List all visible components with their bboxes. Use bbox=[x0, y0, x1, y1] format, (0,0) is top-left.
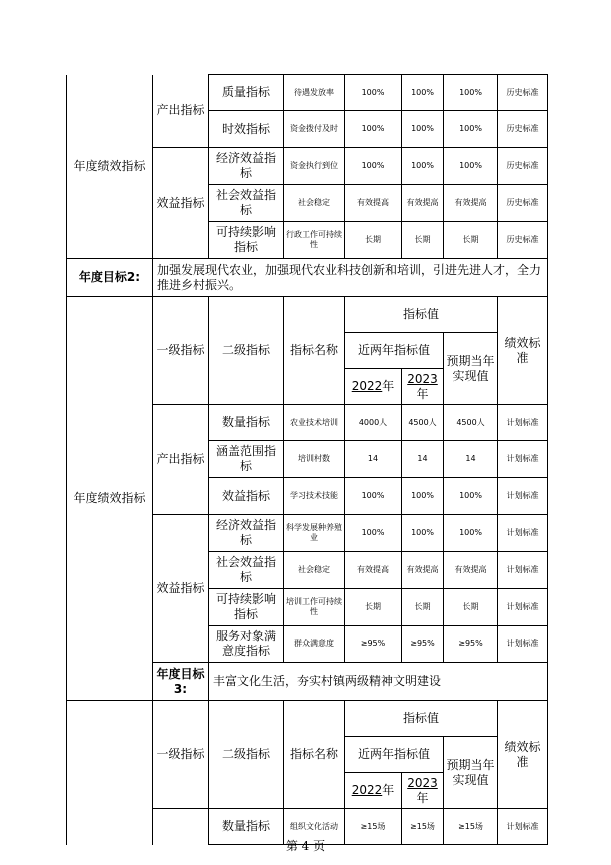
header-2023 bbox=[402, 369, 444, 405]
header-row bbox=[67, 701, 548, 737]
header-standard: 绩效标准 bbox=[498, 297, 548, 405]
value-2023-cell: ≥15场 bbox=[402, 809, 444, 845]
value-2022-cell: 100% bbox=[345, 75, 402, 111]
expected-value-cell: 长期 bbox=[444, 589, 498, 626]
header-name: 指标名称 bbox=[284, 297, 345, 405]
value-2022-cell: 100% bbox=[345, 478, 402, 515]
indicator-name-cell: 待遇发放率 bbox=[284, 75, 345, 111]
value-2022-cell: 有效提高 bbox=[345, 185, 402, 222]
level1-indicator-cell: 年度绩效指标 bbox=[67, 75, 153, 259]
value-2022-cell: 14 bbox=[345, 441, 402, 478]
indicator-name-cell: 社会稳定 bbox=[284, 185, 345, 222]
expected-value-cell: ≥15场 bbox=[444, 809, 498, 845]
level2-cell: 数量指标 bbox=[209, 809, 284, 845]
standard-cell: 历史标准 bbox=[498, 222, 548, 259]
standard-cell: 历史标准 bbox=[498, 148, 548, 185]
indicator-name-cell: 培训工作可持续性 bbox=[284, 589, 345, 626]
standard-cell: 计划标准 bbox=[498, 441, 548, 478]
value-2023-cell: 长期 bbox=[402, 589, 444, 626]
header-standard: 绩效标准 bbox=[498, 701, 548, 809]
level2-cell: 效益指标 bbox=[209, 478, 284, 515]
value-2023-cell: 长期 bbox=[402, 222, 444, 259]
value-2022-cell: ≥95% bbox=[345, 626, 402, 663]
header-value: 指标值 bbox=[345, 297, 498, 333]
indicator-name-cell: 科学发展种养殖业 bbox=[284, 515, 345, 552]
expected-value-cell: 100% bbox=[444, 111, 498, 148]
header-2022 bbox=[345, 773, 402, 809]
level2-cell: 可持续影响指标 bbox=[209, 222, 284, 259]
goal-label: 年度目标2: bbox=[67, 259, 153, 297]
standard-cell: 计划标准 bbox=[498, 626, 548, 663]
table-row bbox=[67, 75, 548, 111]
value-2023-cell: 有效提高 bbox=[402, 185, 444, 222]
indicator-name-cell: 资金执行到位 bbox=[284, 148, 345, 185]
value-2023-cell: ≥95% bbox=[402, 626, 444, 663]
level2-cell: 数量指标 bbox=[209, 405, 284, 441]
expected-value-cell: 100% bbox=[444, 515, 498, 552]
value-2022-cell: 长期 bbox=[345, 589, 402, 626]
value-2022-cell: 4000人 bbox=[345, 405, 402, 441]
year-2022: 2022 bbox=[351, 783, 383, 797]
indicator-name-cell: 组织文化活动 bbox=[284, 809, 345, 845]
standard-cell: 计划标准 bbox=[498, 552, 548, 589]
header-level2: 二级指标 bbox=[209, 701, 284, 809]
standard-cell: 历史标准 bbox=[498, 111, 548, 148]
value-2022-cell: 长期 bbox=[345, 222, 402, 259]
standard-cell: 计划标准 bbox=[498, 405, 548, 441]
year-suffix: 年 bbox=[382, 379, 395, 393]
header-row bbox=[67, 297, 548, 333]
indicator-name-cell: 培训村数 bbox=[284, 441, 345, 478]
year-2022: 2022 bbox=[351, 379, 383, 393]
page-number: 第 4 页 bbox=[285, 839, 326, 853]
expected-value-cell: 有效提高 bbox=[444, 185, 498, 222]
level2-cell: 涵盖范围指标 bbox=[209, 441, 284, 478]
indicator-name-cell: 行政工作可持续性 bbox=[284, 222, 345, 259]
header-level2: 二级指标 bbox=[209, 297, 284, 405]
value-2023-cell: 100% bbox=[402, 75, 444, 111]
value-2022-cell: 100% bbox=[345, 515, 402, 552]
header-expected: 预期当年实现值 bbox=[444, 333, 498, 405]
value-2023-cell: 100% bbox=[402, 478, 444, 515]
expected-value-cell: ≥95% bbox=[444, 626, 498, 663]
indicator-name-cell: 资金拨付及时 bbox=[284, 111, 345, 148]
expected-value-cell: 4500人 bbox=[444, 405, 498, 441]
standard-cell: 计划标准 bbox=[498, 589, 548, 626]
standard-cell: 历史标准 bbox=[498, 75, 548, 111]
level1-indicator-cell: 年度绩效指标 bbox=[67, 297, 153, 701]
expected-value-cell: 100% bbox=[444, 478, 498, 515]
expected-value-cell: 100% bbox=[444, 75, 498, 111]
standard-cell: 计划标准 bbox=[498, 809, 548, 845]
goal-text: 加强发展现代农业，加强现代农业科技创新和培训，引进先进人才，全力推进乡村振兴。 bbox=[153, 259, 548, 297]
year-2023: 2023 bbox=[407, 371, 438, 386]
indicator-name-cell: 社会稳定 bbox=[284, 552, 345, 589]
value-2023-cell: 100% bbox=[402, 111, 444, 148]
level2-cell: 经济效益指标 bbox=[209, 148, 284, 185]
level2-cell: 服务对象满意度指标 bbox=[209, 626, 284, 663]
header-recent: 近两年指标值 bbox=[345, 737, 444, 773]
year-suffix: 年 bbox=[382, 783, 395, 797]
header-2022 bbox=[345, 369, 402, 405]
level2-cell: 质量指标 bbox=[209, 75, 284, 111]
value-2022-cell: 有效提高 bbox=[345, 552, 402, 589]
value-2022-cell: ≥15场 bbox=[345, 809, 402, 845]
value-2023-cell: 4500人 bbox=[402, 405, 444, 441]
value-2023-cell: 100% bbox=[402, 515, 444, 552]
indicator-name-cell: 群众满意度 bbox=[284, 626, 345, 663]
performance-table bbox=[66, 74, 548, 845]
level2-cell: 社会效益指标 bbox=[209, 185, 284, 222]
year-suffix: 年 bbox=[416, 386, 429, 401]
value-2022-cell: 100% bbox=[345, 148, 402, 185]
year-suffix: 年 bbox=[416, 790, 429, 805]
standard-cell: 历史标准 bbox=[498, 185, 548, 222]
value-2022-cell: 100% bbox=[345, 111, 402, 148]
indicator-name-cell: 学习技术技能 bbox=[284, 478, 345, 515]
goal-row bbox=[67, 259, 548, 297]
year-2023: 2023 bbox=[407, 775, 438, 790]
value-2023-cell: 100% bbox=[402, 148, 444, 185]
header-expected: 预期当年实现值 bbox=[444, 737, 498, 809]
header-name: 指标名称 bbox=[284, 701, 345, 809]
header-value: 指标值 bbox=[345, 701, 498, 737]
level1-category-cell: 效益指标 bbox=[153, 515, 209, 663]
level2-cell: 社会效益指标 bbox=[209, 552, 284, 589]
standard-cell: 计划标准 bbox=[498, 515, 548, 552]
standard-cell: 计划标准 bbox=[498, 478, 548, 515]
level2-cell: 可持续影响指标 bbox=[209, 589, 284, 626]
value-2023-cell: 有效提高 bbox=[402, 552, 444, 589]
expected-value-cell: 长期 bbox=[444, 222, 498, 259]
goal-label: 年度目标3: bbox=[153, 663, 209, 701]
header-recent: 近两年指标值 bbox=[345, 333, 444, 369]
level2-cell: 时效指标 bbox=[209, 111, 284, 148]
indicator-name-cell: 农业技术培训 bbox=[284, 405, 345, 441]
expected-value-cell: 100% bbox=[444, 148, 498, 185]
level1-category-cell: 产出指标 bbox=[153, 405, 209, 515]
level1-category-cell: 效益指标 bbox=[153, 148, 209, 259]
level2-cell: 经济效益指标 bbox=[209, 515, 284, 552]
value-2023-cell: 14 bbox=[402, 441, 444, 478]
expected-value-cell: 14 bbox=[444, 441, 498, 478]
level1-category-cell: 产出指标 bbox=[153, 75, 209, 148]
header-level1: 一级指标 bbox=[153, 701, 209, 809]
level1-indicator-cell bbox=[67, 701, 153, 845]
header-2023 bbox=[402, 773, 444, 809]
header-level1: 一级指标 bbox=[153, 297, 209, 405]
expected-value-cell: 有效提高 bbox=[444, 552, 498, 589]
goal-text: 丰富文化生活，夯实村镇两级精神文明建设 bbox=[209, 663, 548, 701]
